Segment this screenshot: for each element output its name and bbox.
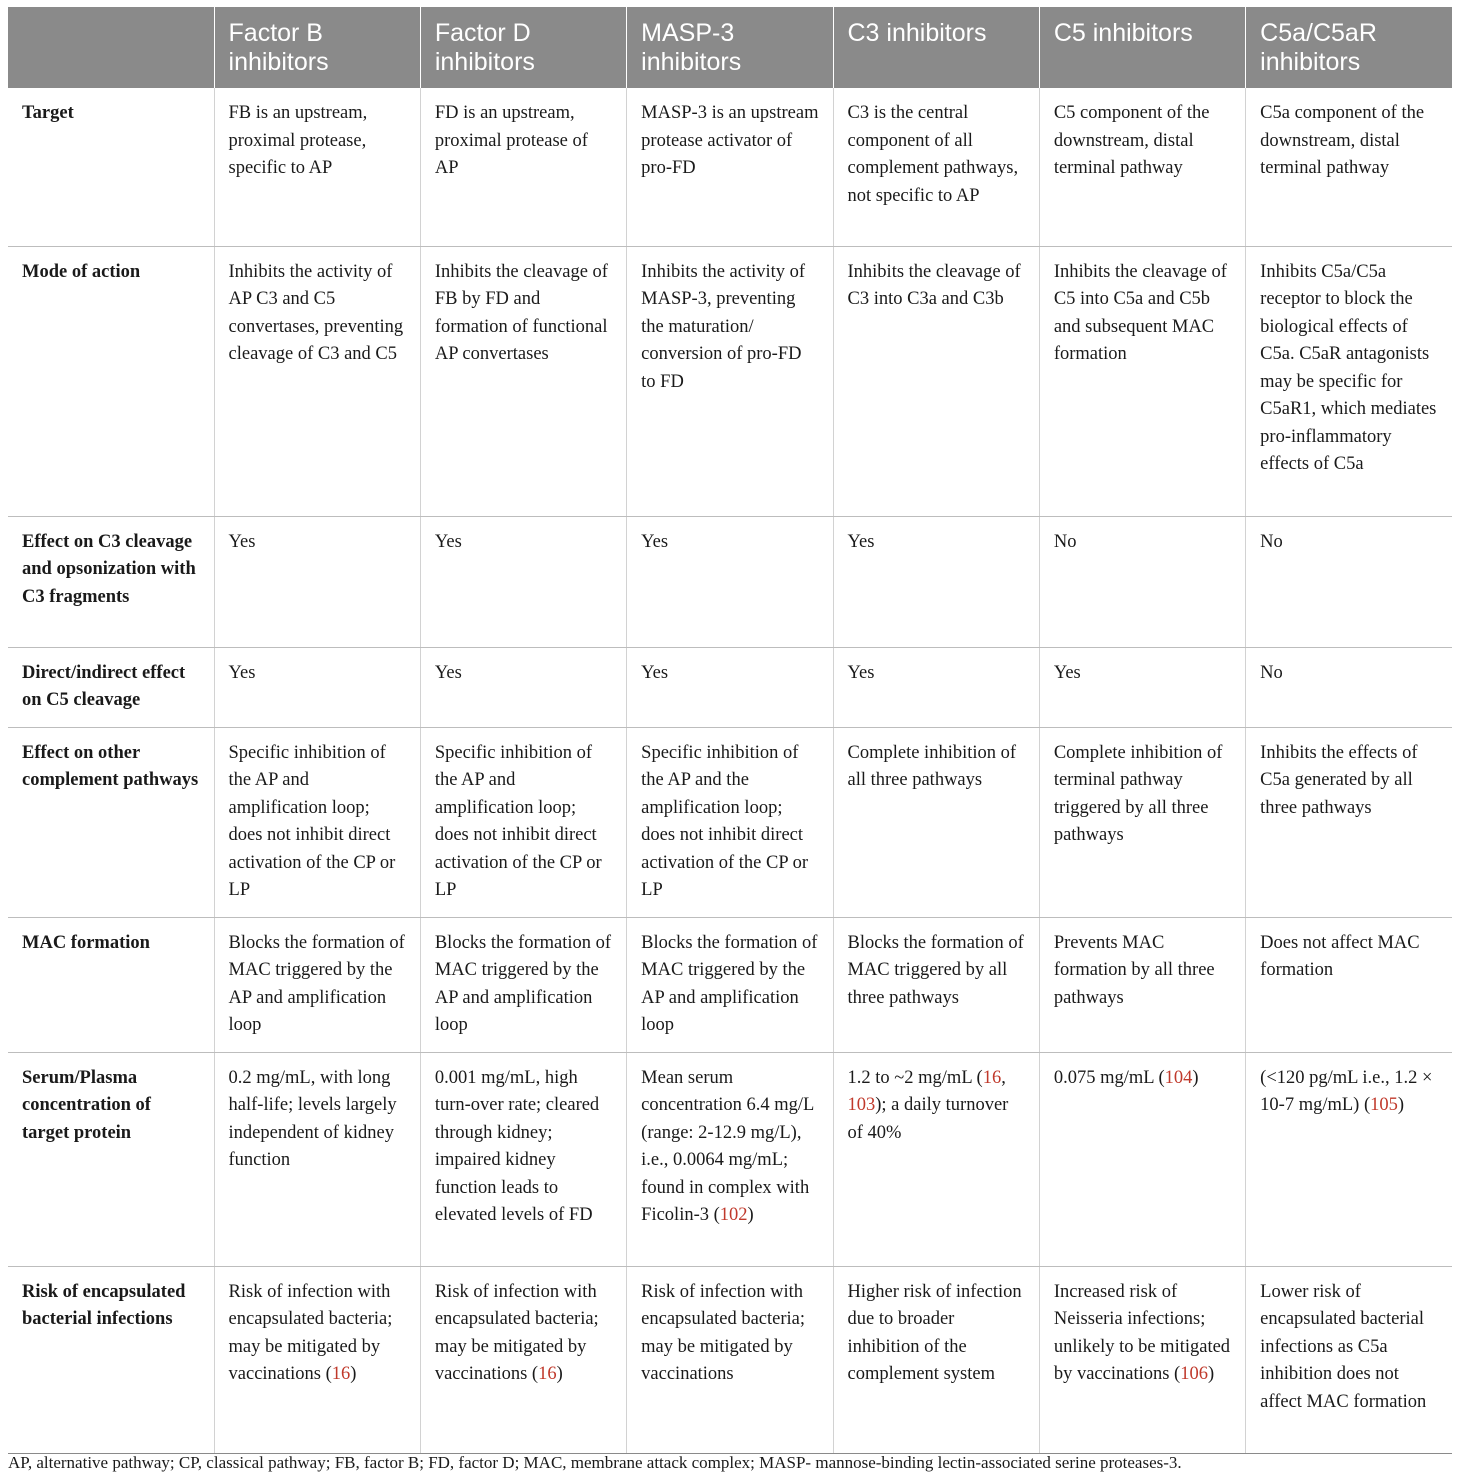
table-cell: FD is an upstream, proximal protease of AP: [420, 88, 626, 246]
table-row-target: [8, 88, 1452, 246]
table-cell: No: [1246, 647, 1452, 727]
citation-link[interactable]: 16: [331, 1364, 351, 1384]
header-factor-d: Factor D inhibitors: [420, 7, 626, 88]
table-cell: 1.2 to ~2 mg/mL (16, 103); a daily turnover of 40%: [833, 1052, 1039, 1266]
row-label: Target: [8, 88, 214, 246]
row-label: MAC formation: [8, 917, 214, 1052]
table-cell: 0.075 mg/mL (104): [1039, 1052, 1245, 1266]
table-cell: Lower risk of encapsulated bacterial infections as C5a inhibition does not affect MAC formation: [1246, 1266, 1452, 1453]
table-cell: Yes: [420, 516, 626, 647]
table-cell: Blocks the formation of MAC triggered by the AP and amplification loop: [420, 917, 626, 1052]
row-label: Serum/Plasma concentration of target protein: [8, 1052, 214, 1266]
table-cell: Yes: [833, 516, 1039, 647]
table-cell: Yes: [833, 647, 1039, 727]
table-cell: Blocks the formation of MAC triggered by the AP and amplification loop: [627, 917, 833, 1052]
table-cell: Specific inhibition of the AP and the amplification loop; does not inhibit direct activation of the CP or LP: [627, 727, 833, 917]
citation-link[interactable]: 105: [1370, 1095, 1398, 1115]
table-cell: Inhibits the cleavage of C5 into C5a and C5b and subsequent MAC formation: [1039, 246, 1245, 516]
table-cell: Prevents MAC formation by all three pathways: [1039, 917, 1245, 1052]
table-cell: Increased risk of Neisseria infections; unlikely to be mitigated by vaccinations (106): [1039, 1266, 1245, 1453]
table-cell: Specific inhibition of the AP and amplification loop; does not inhibit direct activation of the CP or LP: [214, 727, 420, 917]
row-label: Effect on C3 cleavage and opsonization with C3 fragments: [8, 516, 214, 647]
table-row-c5-cleavage: [8, 647, 1452, 727]
header-corner: [8, 7, 214, 88]
table-cell: Complete inhibition of all three pathways: [833, 727, 1039, 917]
table-cell: Yes: [1039, 647, 1245, 727]
table-cell: 0.2 mg/mL, with long half-life; levels largely independent of kidney function: [214, 1052, 420, 1266]
table-cell: Risk of infection with encapsulated bacteria; may be mitigated by vaccinations (16): [214, 1266, 420, 1453]
citation-link[interactable]: 16: [538, 1364, 557, 1384]
table-cell: No: [1246, 516, 1452, 647]
citation-link[interactable]: 106: [1180, 1364, 1208, 1384]
table-cell: Yes: [627, 647, 833, 727]
table-cell: No: [1039, 516, 1245, 647]
header-c5: C5 inhibitors: [1039, 7, 1245, 88]
table-cell: MASP-3 is an upstream protease activator of pro-FD: [627, 88, 833, 246]
table-cell: Yes: [214, 516, 420, 647]
table-cell: C3 is the central component of all complement pathways, not specific to AP: [833, 88, 1039, 246]
table-cell: (<120 pg/mL i.e., 1.2 × 10-7 mg/mL) (105): [1246, 1052, 1452, 1266]
table-cell: Inhibits the cleavage of FB by FD and formation of functional AP convertases: [420, 246, 626, 516]
table-cell: Inhibits the activity of AP C3 and C5 convertases, preventing cleavage of C3 and C5: [214, 246, 420, 516]
table-cell: Yes: [214, 647, 420, 727]
header-row: [8, 7, 1452, 88]
row-label: Risk of encapsulated bacterial infections: [8, 1266, 214, 1453]
table-row-serum-concentration: [8, 1052, 1452, 1266]
table-cell: Inhibits the activity of MASP-3, preventing the maturation/ conversion of pro-FD to FD: [627, 246, 833, 516]
table-cell: Yes: [420, 647, 626, 727]
table-cell: 0.001 mg/mL, high turn-over rate; cleared through kidney; impaired kidney function leads to elevated levels of FD: [420, 1052, 626, 1266]
table-cell: Mean serum concentration 6.4 mg/L (range: 2-12.9 mg/L), i.e., 0.0064 mg/mL; found in complex with Ficolin-3 (102): [627, 1052, 833, 1266]
table-cell: Specific inhibition of the AP and amplification loop; does not inhibit direct activation of the CP or LP: [420, 727, 626, 917]
table-cell: Inhibits C5a/C5a receptor to block the biological effects of C5a. C5aR antagonists may be specific for C5aR1, which mediates pro-inflammatory effects of C5a: [1246, 246, 1452, 516]
table-cell: Risk of infection with encapsulated bacteria; may be mitigated by vaccinations: [627, 1266, 833, 1453]
citation-link[interactable]: 104: [1164, 1067, 1193, 1088]
table-cell: Higher risk of infection due to broader inhibition of the complement system: [833, 1266, 1039, 1453]
table-cell: FB is an upstream, proximal protease, specific to AP: [214, 88, 420, 246]
table-body: [8, 88, 1452, 1453]
table-row-mode-of-action: [8, 246, 1452, 516]
table-row-c3-cleavage: [8, 516, 1452, 647]
row-label: Mode of action: [8, 246, 214, 516]
row-label: Direct/indirect effect on C5 cleavage: [8, 647, 214, 727]
citation-link[interactable]: 16: [982, 1067, 1002, 1088]
complement-inhibitors-table: [8, 7, 1452, 1454]
header-factor-b: Factor B inhibitors: [214, 7, 420, 88]
header-masp-3: MASP-3 inhibitors: [627, 7, 833, 88]
citation-link[interactable]: 102: [719, 1205, 748, 1225]
table-row-mac-formation: [8, 917, 1452, 1052]
header-c3: C3 inhibitors: [833, 7, 1039, 88]
table-cell: Inhibits the effects of C5a generated by all three pathways: [1246, 727, 1452, 917]
table-footnote: AP, alternative pathway; CP, classical pathway; FB, factor B; FD, factor D; MAC, membrane attack complex; MASP- mannose-binding lectin-associated serine proteases-3.: [8, 1453, 1182, 1472]
table-cell: C5 component of the downstream, distal terminal pathway: [1039, 88, 1245, 246]
table-cell: Blocks the formation of MAC triggered by the AP and amplification loop: [214, 917, 420, 1052]
row-label: Effect on other complement pathways: [8, 727, 214, 917]
comparison-table-container: [8, 7, 1452, 1454]
table-row-other-pathways: [8, 727, 1452, 917]
citation-link[interactable]: 103: [847, 1095, 876, 1115]
table-cell: Inhibits the cleavage of C3 into C3a and C3b: [833, 246, 1039, 516]
header-c5a-c5ar: C5a/C5aR inhibitors: [1246, 7, 1452, 88]
table-cell: Blocks the formation of MAC triggered by all three pathways: [833, 917, 1039, 1052]
table-row-infection-risk: [8, 1266, 1452, 1453]
table-cell: Complete inhibition of terminal pathway triggered by all three pathways: [1039, 727, 1245, 917]
table-cell: Yes: [627, 516, 833, 647]
table-cell: Risk of infection with encapsulated bacteria; may be mitigated by vaccinations (16): [420, 1266, 626, 1453]
table-cell: Does not affect MAC formation: [1246, 917, 1452, 1052]
table-cell: C5a component of the downstream, distal terminal pathway: [1246, 88, 1452, 246]
table-header: [8, 7, 1452, 88]
